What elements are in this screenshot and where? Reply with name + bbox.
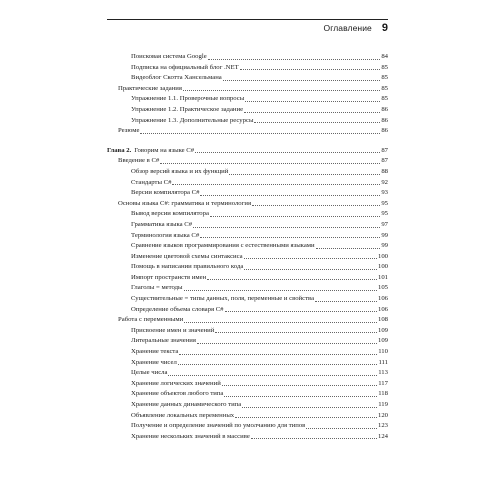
toc-entry xyxy=(107,116,388,127)
toc-leader-dots xyxy=(184,290,377,291)
toc-page-number: 109 xyxy=(377,326,388,334)
toc-entry xyxy=(107,262,388,273)
toc-entry-title: Поисковая система Google xyxy=(131,53,207,60)
toc-entry xyxy=(107,411,388,422)
toc-page-number: 119 xyxy=(378,401,388,408)
toc-page-number: 92 xyxy=(381,178,388,186)
toc-leader-dots xyxy=(184,322,377,323)
toc-page-number: 124 xyxy=(377,432,388,440)
toc-entry-title: Хранение логических значений xyxy=(131,379,221,387)
toc-leader-dots xyxy=(316,248,381,249)
toc-entry xyxy=(107,368,388,379)
toc-page-number: 99 xyxy=(381,242,388,250)
toc-page-number: 95 xyxy=(381,199,388,207)
toc-entry-label xyxy=(131,105,243,116)
toc-entry-label xyxy=(118,84,182,95)
toc-entry-title: Изменение цветовой схемы синтаксиса xyxy=(131,252,243,260)
toc-page-number: 93 xyxy=(381,189,388,197)
toc-entry-label xyxy=(131,379,221,390)
toc-page-number: 85 xyxy=(381,74,388,82)
toc-leader-dots xyxy=(200,195,380,196)
toc-entry-title: Хранение объектов любого типа xyxy=(131,390,224,398)
toc-page-number: 100 xyxy=(377,252,388,260)
toc-entry xyxy=(107,84,388,95)
toc-entry-label xyxy=(118,156,159,167)
toc-entry xyxy=(107,283,388,294)
toc-entry-label xyxy=(131,294,314,305)
toc-entry xyxy=(107,400,388,411)
toc-entry xyxy=(107,294,388,305)
toc-leader-dots xyxy=(193,227,380,228)
toc-leader-dots xyxy=(224,396,377,397)
toc-entry xyxy=(107,94,388,105)
toc-page-number: 85 xyxy=(381,84,388,92)
toc-page-number: 118 xyxy=(378,390,388,398)
toc-entry-label xyxy=(131,336,196,347)
toc-leader-dots xyxy=(172,184,380,185)
toc-entry-title: Основы языка C#: грамматика и терминология xyxy=(118,199,252,207)
toc-entry-label xyxy=(131,262,243,273)
toc-page-number: 88 xyxy=(381,167,388,175)
toc-leader-dots xyxy=(229,174,380,175)
toc-leader-dots xyxy=(215,332,377,333)
toc-entry xyxy=(107,73,388,84)
toc-entry-label xyxy=(131,241,315,252)
toc-page-number: 109 xyxy=(377,337,388,345)
toc-entry xyxy=(107,421,388,432)
toc-entry-label xyxy=(118,315,183,326)
toc-page-number: 111 xyxy=(378,358,388,366)
toc-leader-dots xyxy=(254,122,380,123)
toc-entry-label xyxy=(131,167,228,178)
toc-entry-title: Хранение текста xyxy=(131,348,179,356)
toc-leader-dots xyxy=(235,417,377,418)
toc-entry-label xyxy=(131,178,171,189)
toc-page-number: 106 xyxy=(377,295,388,303)
toc-chapter-number: Глава 2. xyxy=(107,146,132,154)
toc-leader-dots xyxy=(225,311,377,312)
toc-entry-title: Хранение чисел xyxy=(131,358,177,366)
toc-entry-title: Введение в C# xyxy=(118,157,160,165)
toc-entry-title: Подписка на официальный блог .NET xyxy=(131,63,239,71)
toc-gap xyxy=(107,137,388,146)
toc-entry-title: Работа с переменными xyxy=(118,316,184,324)
toc-leader-dots xyxy=(244,112,380,113)
toc-entry xyxy=(107,252,388,263)
toc-leader-dots xyxy=(210,216,380,217)
toc-entry xyxy=(107,336,388,347)
toc-leader-dots xyxy=(207,279,377,280)
toc-entry-title: Упражнение 1.2. Практическое задание xyxy=(131,105,244,113)
toc-entry-label xyxy=(131,52,207,63)
toc-entry xyxy=(107,231,388,242)
toc-entry-label xyxy=(131,305,224,316)
toc-entry xyxy=(107,347,388,358)
toc-entry-label xyxy=(131,368,167,379)
toc-leader-dots xyxy=(251,438,377,439)
toc-entry-title: Присвоение имен и значений xyxy=(131,326,215,334)
toc-leader-dots xyxy=(306,428,377,429)
toc-leader-dots xyxy=(252,205,380,206)
toc-leader-dots xyxy=(242,407,377,408)
toc-entry-title: Упражнение 1.1. Проверочные вопросы xyxy=(131,95,245,103)
toc-entry xyxy=(107,432,388,443)
toc-entry-label xyxy=(118,126,139,137)
toc-entry xyxy=(107,273,388,284)
toc-entry-label xyxy=(107,146,194,157)
toc-page-number: 106 xyxy=(377,305,388,313)
toc-entry-label xyxy=(131,273,206,284)
toc-entry-label xyxy=(131,326,214,337)
toc-entry xyxy=(107,358,388,369)
toc-page-number: 99 xyxy=(381,231,388,239)
toc-page-number: 113 xyxy=(378,369,388,377)
toc-entry-title: Определение объема словаря C# xyxy=(131,305,224,313)
toc-entry-title: Обзор версий языка и их функций xyxy=(131,167,229,175)
toc-page-number: 87 xyxy=(381,157,388,165)
toc-page-number: 110 xyxy=(378,348,388,356)
toc-entry-label xyxy=(131,94,244,105)
toc-entry xyxy=(107,199,388,210)
toc-page-number: 84 xyxy=(381,53,388,60)
toc-entry xyxy=(107,220,388,231)
toc-page-number: 108 xyxy=(377,316,388,324)
toc-leader-dots xyxy=(244,269,377,270)
toc-entry-title: Резюме xyxy=(118,127,140,135)
toc-entry-title: Импорт пространств имен xyxy=(131,273,207,281)
toc-entry xyxy=(107,305,388,316)
toc-leader-dots xyxy=(223,80,381,81)
toc-entry-label xyxy=(131,358,177,369)
toc-entry-title: Терминология языка C# xyxy=(131,231,200,239)
toc-entry xyxy=(107,326,388,337)
toc-entry-label xyxy=(131,252,243,263)
toc-leader-dots xyxy=(197,343,377,344)
toc-leader-dots xyxy=(240,69,381,70)
toc-entry-label xyxy=(131,389,223,400)
toc-entry-label xyxy=(118,199,251,210)
toc-leader-dots xyxy=(222,385,377,386)
toc-entry xyxy=(107,52,388,63)
toc-entry xyxy=(107,389,388,400)
toc-leader-dots xyxy=(168,375,377,376)
toc-entry-label xyxy=(131,432,250,443)
toc-entry-title: Стандарты C# xyxy=(131,178,172,186)
toc-entry-label xyxy=(131,220,192,231)
toc-entry xyxy=(107,178,388,189)
toc-entry xyxy=(107,241,388,252)
toc-page-number: 85 xyxy=(381,63,388,71)
toc-entry-title: Говорим на языке C# xyxy=(134,146,195,154)
toc-entry-title: Грамматика языка C# xyxy=(131,220,193,228)
toc-entry-label xyxy=(131,231,199,242)
toc-entry-title: Целые числа xyxy=(131,369,168,377)
toc-leader-dots xyxy=(200,237,380,238)
toc-leader-dots xyxy=(208,59,381,60)
header-page-number: 9 xyxy=(381,22,388,34)
toc-page-number: 101 xyxy=(377,273,388,281)
toc-entry-title: Помощь в написании правильного кода xyxy=(131,263,244,271)
toc-page-number: 105 xyxy=(377,284,388,292)
toc-entry-label xyxy=(131,188,199,199)
table-of-contents xyxy=(107,52,388,442)
toc-page-number: 86 xyxy=(381,127,388,135)
toc-entry xyxy=(107,209,388,220)
toc-entry-title: Существительные = типы данных, поля, переменные и свойства xyxy=(131,295,315,303)
toc-page-number: 85 xyxy=(381,95,388,103)
toc-entry-label xyxy=(131,411,234,422)
toc-entry xyxy=(107,105,388,116)
toc-leader-dots xyxy=(245,101,380,102)
toc-page-number: 120 xyxy=(377,411,388,419)
toc-entry-label xyxy=(131,209,209,220)
toc-entry xyxy=(107,126,388,137)
toc-leader-dots xyxy=(179,354,377,355)
toc-entry-title: Версии компилятора C# xyxy=(131,189,200,197)
toc-page-number: 117 xyxy=(378,379,388,387)
toc-entry-title: Объявление локальных переменных xyxy=(131,411,235,419)
toc-entry xyxy=(107,63,388,74)
toc-entry-title: Хранение нескольких значений в массиве xyxy=(131,432,250,440)
toc-entry-title: Сравнение языков программирования с естественными языками xyxy=(131,242,315,250)
running-header xyxy=(107,22,388,38)
toc-entry-label xyxy=(131,421,305,432)
toc-entry-title: Видеоблог Скотта Хансельмана xyxy=(131,74,222,82)
toc-leader-dots xyxy=(160,163,380,164)
toc-entry-label xyxy=(131,73,222,84)
toc-entry-title: Практические задания xyxy=(118,84,182,92)
toc-entry-title: Глаголы = методы xyxy=(131,284,183,292)
toc-entry-title: Вывод версии компилятора xyxy=(131,210,209,218)
toc-leader-dots xyxy=(195,152,380,153)
toc-leader-dots xyxy=(244,258,377,259)
toc-entry-label xyxy=(131,63,239,74)
toc-leader-dots xyxy=(140,133,380,134)
toc-entry-label xyxy=(131,400,241,411)
header-rule xyxy=(107,19,388,20)
toc-page-number: 95 xyxy=(381,210,388,218)
toc-leader-dots xyxy=(315,301,377,302)
toc-entry xyxy=(107,188,388,199)
header-title: Оглавление xyxy=(323,23,372,33)
toc-entry xyxy=(107,315,388,326)
toc-entry xyxy=(107,156,388,167)
toc-entry-title: Хранение данных динамического типа xyxy=(131,401,242,408)
toc-page-number: 123 xyxy=(377,422,388,430)
toc-entry-label xyxy=(131,283,183,294)
toc-page-number: 86 xyxy=(381,105,388,113)
toc-entry xyxy=(107,379,388,390)
toc-entry-label xyxy=(131,347,178,358)
toc-entry-label xyxy=(131,116,253,127)
toc-leader-dots xyxy=(183,90,380,91)
toc-page-number: 87 xyxy=(381,146,388,154)
toc-entry-title: Получение и определение значений по умолчанию для типов xyxy=(131,422,306,430)
toc-leader-dots xyxy=(178,364,378,365)
toc-page-number: 100 xyxy=(377,263,388,271)
toc-entry-title: Упражнение 1.3. Дополнительные ресурсы xyxy=(131,116,254,124)
toc-page-number: 86 xyxy=(381,116,388,124)
toc-chapter-entry xyxy=(107,146,388,157)
toc-entry-title: Литеральные значения xyxy=(131,337,196,345)
toc-page-number: 97 xyxy=(381,220,388,228)
toc-entry xyxy=(107,167,388,178)
